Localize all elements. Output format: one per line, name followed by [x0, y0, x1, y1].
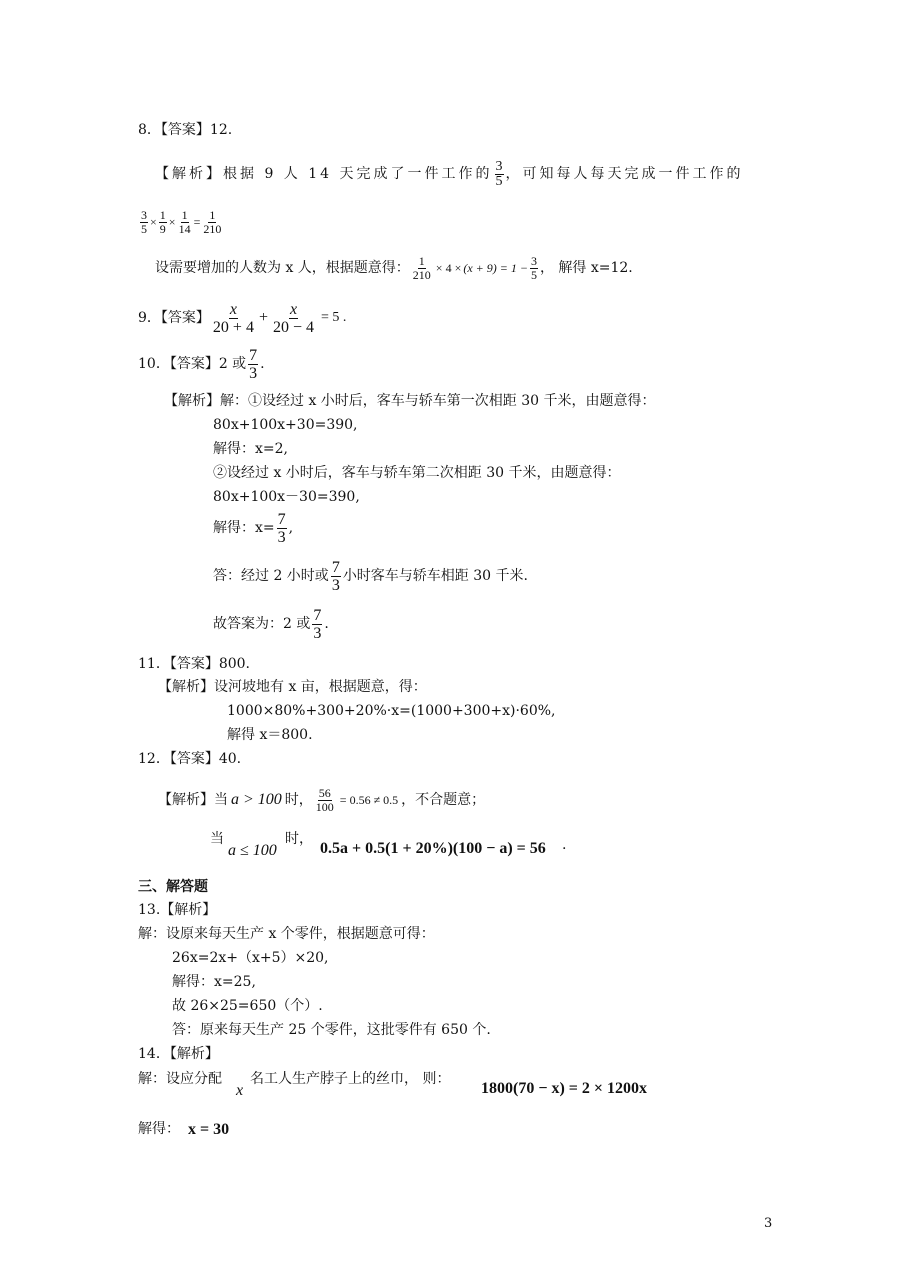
q8-answer: 8．【答案】12.: [138, 122, 233, 138]
q8-l3-frac2: $\frac{3}{5}$: [530, 253, 537, 282]
q11-answer: 11．【答案】800.: [138, 656, 250, 672]
q13-line5: 答：原来每天生产 25 个零件，这批零件有 650 个.: [172, 1022, 491, 1038]
q11-analysis-line1: 【解析】设河坡地有 x 亩，根据题意，得：: [158, 679, 427, 695]
q11-analysis-line2: 1000×80%+300+20%·x=(1000+300+x)·60%,: [227, 703, 556, 719]
q11-analysis-line3: 解得 x＝800.: [227, 727, 313, 743]
page-number: 3: [764, 1216, 773, 1231]
q8-l3-text-b: ， 解得 x=12.: [539, 260, 633, 276]
q9-frac1: $\frac{x}{20 + 4}$: [212, 300, 254, 336]
q10-l7-frac: $\frac{7}{3}$: [331, 558, 340, 594]
section-title: 三、解答题: [138, 879, 208, 895]
q8-l2-frac2: $\frac{1}{9}$: [159, 207, 166, 236]
q8-l3-frac1: $\frac{1}{210}$: [412, 253, 431, 282]
q13-line1: 解：设原来每天生产 x 个零件，根据题意可得：: [138, 926, 435, 942]
q14-variable-x: x: [236, 1082, 244, 1099]
q9-tail: = 5 .: [321, 310, 347, 325]
q13-line4: 故 26×25=650（个）.: [172, 998, 323, 1014]
q14-label: 14．【解析】: [138, 1046, 219, 1062]
q8-l2-frac1: $\frac{3}{5}$: [141, 207, 147, 236]
q14-equation: 1800(70 − x) = 2 × 1200x: [481, 1080, 648, 1097]
q8-l3-mid: × 4 ×: [435, 261, 462, 275]
q8-analysis-line3: [155, 250, 633, 286]
q12-analysis-line1: 【解析】当 a > 100 时， $\frac{56}{100}$ = 0.56 ≠ 0.5 ，不合题意；: [158, 785, 486, 814]
q8-l3-text-a: 设需要增加的人数为 x 人，根据题意得：: [155, 260, 410, 276]
q10-analysis-line3: 解得：x=2,: [213, 441, 288, 457]
q13-label: 13.【解析】: [138, 902, 217, 918]
plus-sign: +: [258, 309, 268, 326]
q10-l8-frac: $\frac{7}{3}$: [313, 606, 322, 642]
q8-l2-frac3: $\frac{1}{14}$: [178, 207, 191, 236]
q10-analysis-line8: 故答案为：2 或 $\frac{7}{3}$ .: [213, 606, 329, 642]
q8-l3-paren: (x + 9) = 1 −: [463, 261, 528, 275]
q10-analysis-line4: ②设经过 x 小时后，客车与轿车第二次相距 30 千米，由题意得：: [213, 465, 621, 481]
q8-frac-three-fifths: $\frac{3}{5}$: [495, 158, 503, 189]
q13-line3: 解得：x=25,: [172, 974, 256, 990]
q8-analysis-text-a: 【解析】根据 9 人 14 天完成了一件工作的: [155, 166, 493, 182]
q14-solution: x = 30: [188, 1121, 230, 1138]
q10-analysis-line6: 解得：x= $\frac{7}{3}$ ,: [213, 510, 294, 546]
q12-equation: 0.5a + 0.5(1 + 20%)(100 − a) = 56: [320, 840, 546, 857]
q12-frac: $\frac{56}{100}$: [315, 785, 334, 814]
q10-analysis-line1: 【解析】解：①设经过 x 小时后，客车与轿车第一次相距 30 千米，由题意得：: [164, 393, 656, 409]
q10-l6-frac: $\frac{7}{3}$: [277, 510, 286, 546]
q13-line2: 26x=2x+（x+5）×20,: [172, 950, 329, 966]
q12-condition-gt: a > 100: [231, 791, 282, 808]
q10-answer: 10．【答案】2 或 $\frac{7}{3}$ .: [138, 346, 265, 382]
q12-condition-le: a ≤ 100: [228, 842, 277, 859]
q10-frac: $\frac{7}{3}$: [249, 346, 258, 382]
q10-analysis-line5: 80x+100x－30=390,: [213, 489, 360, 505]
q12-answer: 12．【答案】40.: [138, 751, 242, 767]
q8-analysis-line2: [138, 204, 224, 240]
q8-analysis-text-b: ，可知每人每天完成一件工作的: [505, 166, 744, 182]
times-sign: ×: [150, 215, 157, 229]
equals-sign: =: [193, 215, 201, 229]
times-sign: ×: [168, 215, 176, 229]
q8-analysis-line1: [155, 156, 744, 192]
q10-label: 10．【答案】2 或: [138, 356, 247, 372]
q8-l2-frac4: $\frac{1}{210}$: [203, 207, 222, 236]
q9-label: 9．【答案】: [138, 310, 210, 326]
q10-analysis-line2: 80x+100x+30=390,: [213, 417, 358, 433]
q10-analysis-line7: 答：经过 2 小时或 $\frac{7}{3}$ 小时客车与轿车相距 30 千米.: [213, 558, 528, 594]
q9-frac2: $\frac{x}{20 - 4}$: [272, 300, 315, 336]
q9-answer: [138, 298, 346, 338]
